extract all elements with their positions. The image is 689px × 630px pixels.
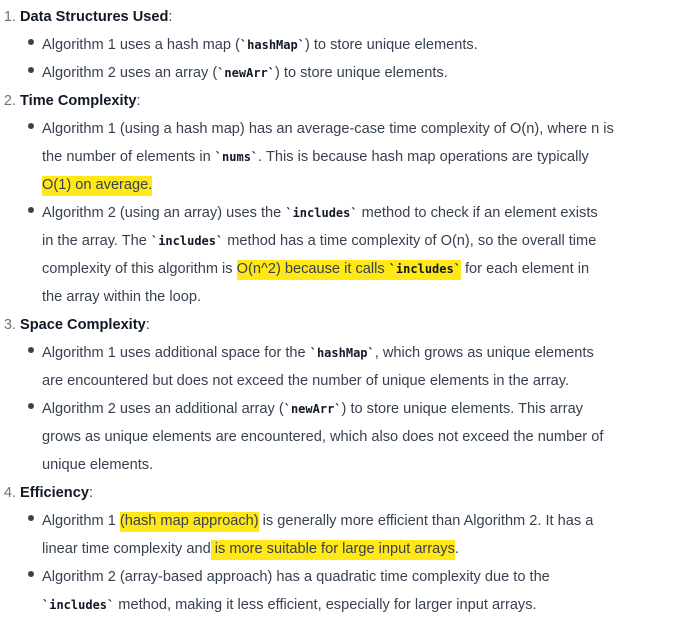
text-fragment: linear time complexity and xyxy=(42,541,211,557)
highlighted-text: O(1) on average. xyxy=(42,176,152,196)
bullet-dot-icon xyxy=(28,39,34,45)
highlighted-text: is more suitable for large input arrays xyxy=(211,540,455,560)
bullet-dot-icon xyxy=(28,515,34,521)
section-title-suffix: : xyxy=(88,485,94,501)
text-fragment: method has a time complexity of O(n), so the overall time xyxy=(223,233,597,249)
text-fragment: Algorithm 2 (array-based approach) has a quadratic time complexity due to the xyxy=(42,569,550,585)
text-fragment: Algorithm 2 uses an array ( xyxy=(42,65,218,81)
text-fragment: ) to store unique elements. xyxy=(304,37,478,53)
bullet-line xyxy=(42,343,594,363)
bullet-line xyxy=(42,595,537,615)
text-fragment: unique elements. xyxy=(42,457,154,473)
section-number: 3. xyxy=(3,317,16,333)
bullet-line xyxy=(42,455,153,475)
text-fragment: the array within the loop. xyxy=(42,289,201,305)
bullet-line xyxy=(42,63,448,83)
text-fragment: Algorithm 2 (using an array) uses the xyxy=(42,205,286,221)
text-fragment: complexity of this algorithm is xyxy=(42,261,237,277)
bullet-dot-icon xyxy=(28,207,34,213)
bullet-line xyxy=(42,427,603,447)
section-title-suffix: : xyxy=(136,93,141,109)
section-title: Space Complexity xyxy=(20,317,146,333)
section-title-suffix: : xyxy=(168,9,173,25)
text-fragment: method to check if an element exists xyxy=(357,205,598,221)
text-fragment: Algorithm 1 xyxy=(42,513,120,529)
text-fragment: Algorithm 1 (using a hash map) has an average-case time complexity of O(n), where n is xyxy=(42,121,614,137)
bullet-line xyxy=(42,511,593,531)
bullet-line xyxy=(42,119,614,139)
text-fragment: are encountered but does not exceed the number of unique elements in the array. xyxy=(42,373,570,389)
highlighted-text: (hash map approach) xyxy=(120,512,259,532)
inline-code: `includes` xyxy=(150,234,224,248)
bullet-dot-icon xyxy=(28,67,34,73)
inline-code: `hashMap` xyxy=(309,346,375,360)
text-fragment: . xyxy=(454,541,459,557)
bullet-line xyxy=(42,399,583,419)
text-fragment: ) to store unique elements. xyxy=(275,65,448,81)
section-title-suffix: : xyxy=(145,317,150,333)
section-number: 1. xyxy=(3,9,16,25)
text-fragment: , which grows as unique elements xyxy=(374,345,594,361)
section-heading xyxy=(20,483,93,503)
section-number: 4. xyxy=(3,485,16,501)
bullet-dot-icon xyxy=(28,571,34,577)
bullet-line xyxy=(42,567,550,587)
bullet-line xyxy=(42,35,478,55)
text-fragment: is generally more efficient than Algorithm 2. It has a xyxy=(258,513,594,529)
inline-code: `newArr` xyxy=(283,402,342,416)
inline-code: `includes` xyxy=(285,206,358,220)
section-number: 2. xyxy=(3,93,16,109)
section-title: Time Complexity xyxy=(20,93,137,109)
bullet-dot-icon xyxy=(28,347,34,353)
bullet-dot-icon xyxy=(28,123,34,129)
inline-code: `newArr` xyxy=(217,66,275,80)
text-fragment: for each element in xyxy=(460,261,590,277)
text-fragment: the number of elements in xyxy=(42,149,215,165)
bullet-line xyxy=(42,203,598,223)
bullet-line xyxy=(42,175,152,195)
text-fragment: grows as unique elements are encountered, which also does not exceed the number of xyxy=(42,429,604,445)
text-fragment: Algorithm 1 uses a hash map ( xyxy=(42,37,240,53)
highlighted-text xyxy=(237,260,461,280)
bullet-line xyxy=(42,147,589,167)
bullet-line xyxy=(42,371,569,391)
text-fragment: in the array. The xyxy=(42,233,151,249)
text-fragment: ) to store unique elements. This array xyxy=(341,401,583,417)
inline-code: `includes` xyxy=(388,262,461,276)
section-title: Data Structures Used xyxy=(20,9,169,25)
text-fragment: O(n^2) because it calls xyxy=(236,261,389,277)
bullet-line xyxy=(42,539,459,559)
inline-code: `nums` xyxy=(214,150,259,164)
text-fragment: method, making it less efficient, especially for larger input arrays. xyxy=(114,597,537,613)
text-fragment: Algorithm 2 uses an additional array ( xyxy=(42,401,284,417)
bullet-line xyxy=(42,231,596,251)
section-heading xyxy=(20,315,150,335)
text-fragment: . This is because hash map operations are typically xyxy=(258,149,589,165)
section-heading xyxy=(20,91,141,111)
inline-code: `hashMap` xyxy=(239,38,305,52)
section-title: Efficiency xyxy=(20,485,89,501)
text-fragment: Algorithm 1 uses additional space for the xyxy=(42,345,310,361)
bullet-dot-icon xyxy=(28,403,34,409)
bullet-line xyxy=(42,287,201,307)
bullet-line xyxy=(42,259,589,279)
inline-code: `includes` xyxy=(42,598,115,612)
section-heading xyxy=(20,7,172,27)
